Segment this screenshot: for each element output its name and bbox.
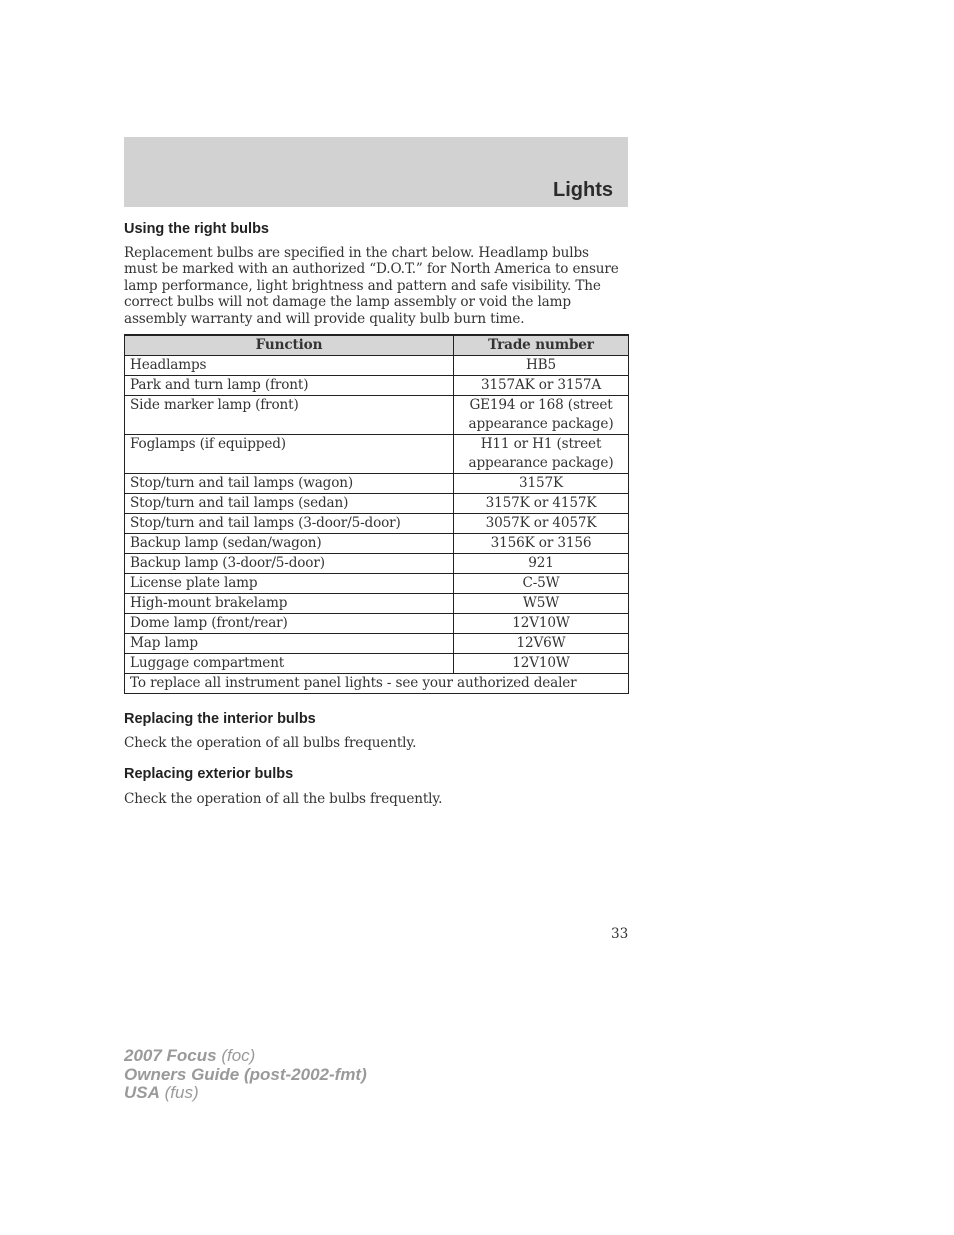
trade-number-line: 3157K [518, 475, 563, 491]
trade-number-line: 12V10W [512, 655, 570, 671]
heading-using-right-bulbs: Using the right bulbs [124, 221, 269, 237]
function-cell: License plate lamp [125, 574, 454, 594]
trade-number-cell [454, 654, 629, 674]
function-cell: Backup lamp (sedan/wagon) [125, 534, 454, 554]
footer-market-code: (fus) [159, 1083, 199, 1102]
document-footer [124, 1047, 367, 1103]
table-row [125, 376, 629, 396]
trade-number-cell [454, 376, 629, 396]
function-cell: Luggage compartment [125, 654, 454, 674]
table-row [125, 356, 629, 376]
column-header-function: Function [125, 335, 454, 356]
function-cell: Foglamps (if equipped) [125, 435, 454, 474]
trade-number-line: W5W [522, 595, 560, 611]
intro-line: correct bulbs will not damage the lamp assembly or void the lamp [124, 294, 571, 311]
page-title: Lights [553, 179, 613, 201]
table-row [125, 534, 629, 554]
trade-number-line: 3157K or 4157K [485, 495, 597, 511]
function-cell: Park and turn lamp (front) [125, 376, 454, 396]
trade-number-line: 3156K or 3156 [490, 535, 592, 551]
table-row [125, 494, 629, 514]
trade-number-line: C-5W [522, 575, 560, 591]
function-cell: Stop/turn and tail lamps (wagon) [125, 474, 454, 494]
table-footnote-row [125, 674, 629, 694]
trade-number-line: 3157AK or 3157A [480, 377, 602, 393]
function-cell: Stop/turn and tail lamps (sedan) [125, 494, 454, 514]
intro-line: lamp performance, light brightness and pattern and safe visibility. The [124, 277, 601, 294]
trade-number-line: 921 [528, 555, 554, 571]
footer-model-code: (foc) [216, 1046, 256, 1065]
trade-number-line: 3057K or 4057K [485, 515, 597, 531]
function-cell: Dome lamp (front/rear) [125, 614, 454, 634]
section-header-band [124, 137, 628, 207]
table-row [125, 396, 629, 435]
table-row [125, 514, 629, 534]
trade-number-line: appearance package) [468, 416, 614, 432]
table-row [125, 594, 629, 614]
trade-number-cell [454, 396, 629, 435]
footer-market: USA [124, 1083, 160, 1102]
function-cell: Stop/turn and tail lamps (3-door/5-door) [125, 514, 454, 534]
function-cell: Map lamp [125, 634, 454, 654]
trade-number-cell [454, 474, 629, 494]
heading-replacing-interior-bulbs: Replacing the interior bulbs [124, 711, 316, 727]
intro-line: must be marked with an authorized “D.O.T.” for North America to ensure [124, 261, 619, 278]
exterior-bulbs-text: Check the operation of all the bulbs frequently. [124, 791, 443, 807]
table-row [125, 654, 629, 674]
trade-number-line: appearance package) [468, 455, 614, 471]
trade-number-cell [454, 594, 629, 614]
intro-paragraph [124, 245, 630, 327]
table-row [125, 574, 629, 594]
trade-number-cell [454, 494, 629, 514]
trade-number-line: HB5 [525, 357, 557, 373]
trade-number-cell [454, 554, 629, 574]
footer-guide: Owners Guide (post-2002-fmt) [124, 1064, 367, 1084]
trade-number-line: H11 or H1 (street [480, 436, 602, 452]
table-footnote: To replace all instrument panel lights - see your authorized dealer [125, 674, 629, 694]
trade-number-cell [454, 634, 629, 654]
table-row [125, 554, 629, 574]
function-cell: Backup lamp (3-door/5-door) [125, 554, 454, 574]
intro-line: assembly warranty and will provide quality bulb burn time. [124, 310, 525, 327]
table-row [125, 634, 629, 654]
trade-number-line: GE194 or 168 (street [469, 397, 613, 413]
trade-number-cell [454, 514, 629, 534]
column-header-trade-number: Trade number [454, 335, 629, 356]
trade-number-cell [454, 614, 629, 634]
function-cell: Headlamps [125, 356, 454, 376]
table-row [125, 614, 629, 634]
trade-number-cell [454, 574, 629, 594]
footer-line-model [124, 1047, 367, 1066]
heading-replacing-exterior-bulbs: Replacing exterior bulbs [124, 766, 294, 782]
page-number: 33 [611, 926, 629, 942]
trade-number-line: 12V6W [516, 635, 566, 651]
trade-number-cell [454, 356, 629, 376]
intro-line: Replacement bulbs are specified in the chart below. Headlamp bulbs [124, 245, 589, 261]
trade-number-cell [454, 435, 629, 474]
footer-line-market [124, 1084, 367, 1103]
bulb-chart-table [124, 334, 629, 694]
table-header-row [125, 335, 629, 356]
function-cell: Side marker lamp (front) [125, 396, 454, 435]
table-row [125, 474, 629, 494]
trade-number-line: 12V10W [512, 615, 570, 631]
footer-model: 2007 Focus [124, 1046, 217, 1065]
interior-bulbs-text: Check the operation of all bulbs frequently. [124, 735, 417, 751]
table-row [125, 435, 629, 474]
trade-number-cell [454, 534, 629, 554]
footer-line-guide [124, 1066, 367, 1085]
function-cell: High-mount brakelamp [125, 594, 454, 614]
